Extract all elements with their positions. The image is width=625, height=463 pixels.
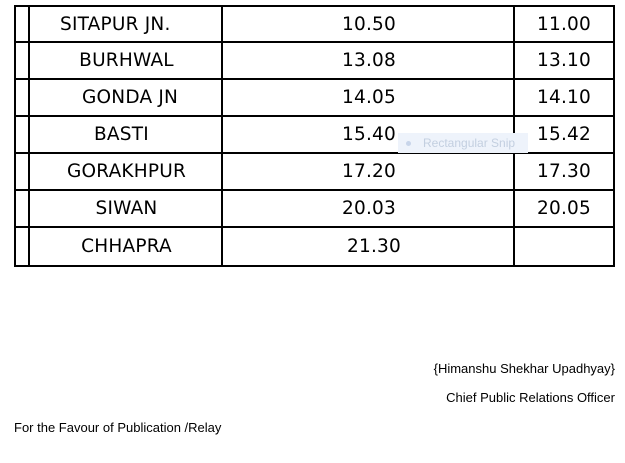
- station-cell: BASTI: [94, 124, 149, 145]
- station-cell: GONDA JN: [82, 87, 179, 108]
- arrival-cell: 17.20: [342, 161, 396, 182]
- table-row: [16, 191, 613, 228]
- station-cell: CHHAPRA: [81, 236, 172, 257]
- departure-cell: [515, 228, 613, 265]
- station-cell: GORAKHPUR: [66, 161, 187, 182]
- snip-icon: [406, 141, 411, 146]
- snip-watermark: [398, 133, 528, 153]
- departure-cell: 15.42: [537, 124, 591, 145]
- publication-note: For the Favour of Publication /Relay: [14, 420, 222, 435]
- arrival-cell: 14.05: [342, 87, 396, 108]
- arrival-cell: 21.30: [347, 236, 401, 257]
- departure-cell: 13.10: [537, 50, 591, 71]
- departure-cell: 14.10: [537, 87, 591, 108]
- station-cell: SITAPUR JN.: [60, 13, 171, 35]
- arrival-cell: 20.03: [342, 198, 396, 219]
- table-row: [16, 80, 613, 117]
- station-cell: BURHWAL: [79, 50, 174, 71]
- table-row: [16, 43, 613, 80]
- signatory-designation: Chief Public Relations Officer: [446, 390, 615, 405]
- arrival-cell: 15.40: [342, 124, 396, 145]
- signatory-name: {Himanshu Shekhar Upadhyay}: [433, 361, 615, 376]
- departure-cell: 17.30: [537, 161, 591, 182]
- table-row: [16, 7, 613, 43]
- departure-cell: 11.00: [537, 13, 591, 35]
- watermark-label: Rectangular Snip: [423, 136, 516, 150]
- departure-cell: 20.05: [537, 198, 591, 219]
- arrival-cell: 10.50: [342, 13, 396, 35]
- table-row: [16, 228, 613, 265]
- station-cell: SIWAN: [95, 198, 158, 219]
- arrival-cell: 13.08: [342, 50, 396, 71]
- table-row: [16, 154, 613, 191]
